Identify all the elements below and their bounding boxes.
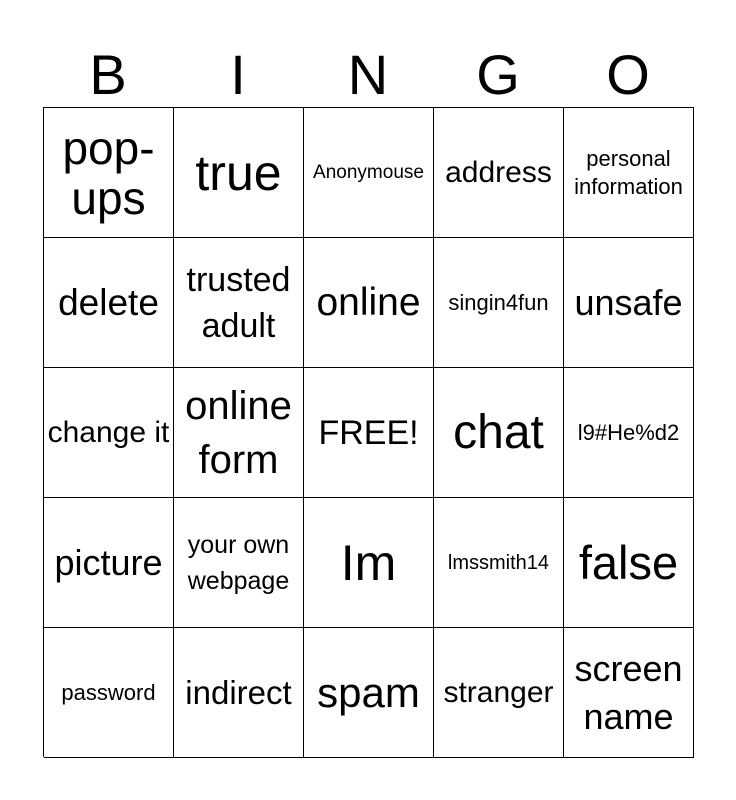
bingo-cell <box>174 498 304 628</box>
bingo-cell <box>434 238 564 368</box>
cell-text: singin4fun <box>448 289 549 315</box>
cell-text: stranger <box>443 675 554 709</box>
bingo-cell <box>174 238 304 368</box>
bingo-cell <box>44 628 174 758</box>
bingo-cell <box>44 368 174 498</box>
bingo-cell <box>304 368 434 498</box>
header-letter-n: N <box>347 43 389 106</box>
bingo-cell <box>44 498 174 628</box>
header-letter-o: O <box>606 43 650 106</box>
cell-text: screen name <box>574 647 683 737</box>
cell-text: FREE! <box>318 413 419 452</box>
bingo-cell <box>434 498 564 628</box>
bingo-header <box>43 42 693 108</box>
cell-text: delete <box>58 281 159 323</box>
cell-text: chat <box>453 405 544 459</box>
bingo-cell <box>434 628 564 758</box>
cell-text: false <box>578 535 679 589</box>
header-letter-b: B <box>89 43 127 106</box>
cell-text: pop-ups <box>62 121 155 224</box>
bingo-cell <box>174 628 304 758</box>
bingo-cell <box>174 368 304 498</box>
cell-text: personal information <box>574 145 683 199</box>
cell-text: l9#He%d2 <box>577 419 680 445</box>
bingo-cell <box>304 238 434 368</box>
bingo-cell <box>564 238 694 368</box>
bingo-cell <box>304 628 434 758</box>
cell-text: password <box>61 679 156 705</box>
cell-text: online form <box>185 383 292 482</box>
bingo-cell <box>564 628 694 758</box>
cell-text: picture <box>54 541 163 583</box>
cell-text: true <box>195 144 282 201</box>
cell-text: trusted adult <box>186 260 291 345</box>
cell-text: address <box>445 155 552 189</box>
bingo-cell <box>434 368 564 498</box>
cell-text: indirect <box>185 673 292 711</box>
bingo-cell <box>44 108 174 238</box>
bingo-cell <box>564 368 694 498</box>
bingo-cell <box>564 108 694 238</box>
cell-text: Im <box>340 534 397 591</box>
cell-text: Anonymouse <box>313 161 424 183</box>
bingo-cell <box>174 108 304 238</box>
bingo-cell <box>564 498 694 628</box>
cell-text: your own webpage <box>187 530 290 595</box>
bingo-cell <box>434 108 564 238</box>
cell-text: unsafe <box>574 281 683 323</box>
cell-text: spam <box>317 668 420 716</box>
header-letter-i: I <box>230 43 246 106</box>
bingo-board <box>43 107 694 757</box>
bingo-cell <box>44 238 174 368</box>
bingo-cell <box>304 498 434 628</box>
cell-text: online <box>316 280 421 324</box>
bingo-cell <box>304 108 434 238</box>
cell-text: change it <box>47 415 170 449</box>
header-letter-g: G <box>476 43 520 106</box>
cell-text: lmssmith14 <box>447 551 550 574</box>
